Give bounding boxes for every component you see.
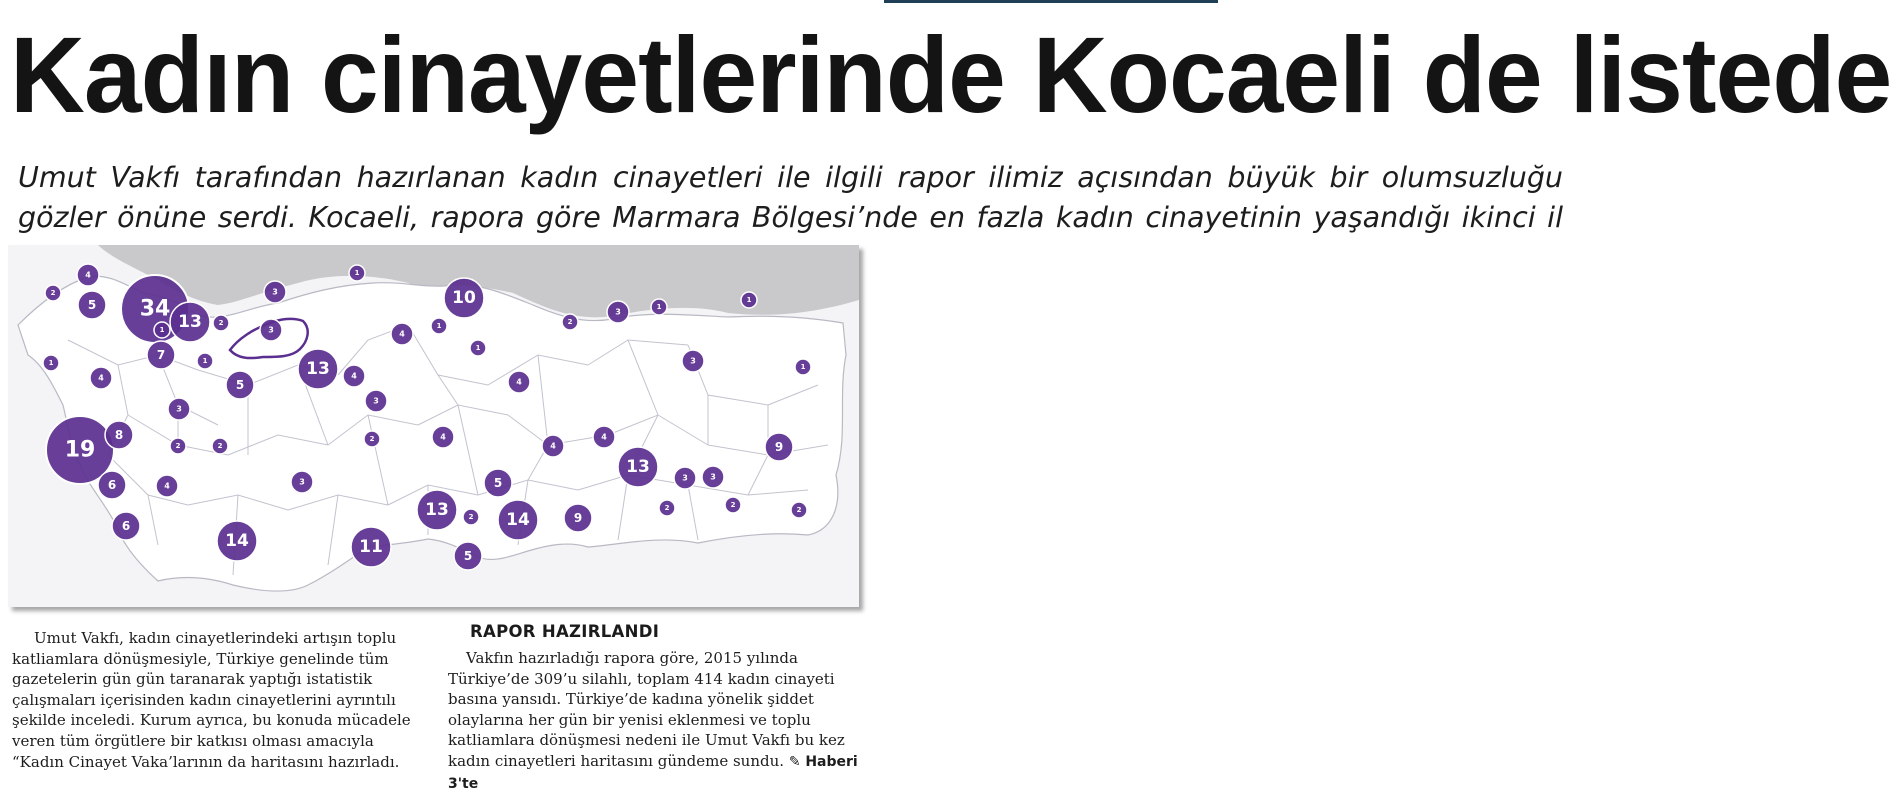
turkey-femicide-map [8, 245, 859, 607]
case-count-label: 5 [235, 378, 245, 392]
case-count-label: 3 [682, 473, 688, 483]
case-count-label: 13 [306, 359, 330, 379]
case-count-label: 3 [299, 477, 305, 487]
case-count-label: 10 [452, 288, 476, 308]
case-count-label: 3 [176, 404, 182, 414]
case-count-label: 13 [178, 312, 202, 332]
body-column-2 [448, 648, 863, 794]
case-count-label: 2 [796, 506, 802, 514]
continuation-link[interactable]: Haberi 3'te [448, 753, 858, 792]
case-count-label: 1 [746, 296, 752, 304]
case-count-label: 6 [107, 478, 117, 492]
case-count-label: 2 [567, 318, 573, 326]
body-column-2-text: Vakfın hazırladığı rapora göre, 2015 yılında Türkiye’de 309’u silahlı, toplam 414 kadın cinayeti basına yansıdı. Türkiye’de kadına yönelik şiddet olaylarına her gün bir yenisi eklenmesi ve toplu katliamlara dönüşmesi nedeni ile Umut Vakfı bu kez kadın cinayetleri haritasını gündeme sundu. [448, 649, 845, 770]
case-count-label: 2 [468, 513, 474, 521]
case-count-label: 4 [516, 377, 522, 387]
case-count-label: 19 [64, 437, 96, 463]
case-count-label: 3 [272, 287, 278, 297]
case-count-label: 2 [664, 504, 670, 512]
case-count-label: 5 [493, 476, 503, 490]
case-count-label: 2 [217, 442, 223, 450]
case-count-label: 1 [159, 326, 165, 334]
case-count-label: 1 [202, 357, 208, 365]
case-count-label: 4 [550, 441, 556, 451]
case-count-label: 4 [440, 432, 446, 442]
case-count-label: 14 [225, 531, 249, 551]
case-count-label: 4 [351, 371, 357, 381]
case-count-label: 3 [268, 325, 274, 335]
case-count-label: 6 [121, 519, 131, 533]
case-count-label: 5 [87, 298, 97, 312]
case-count-label: 2 [175, 442, 181, 450]
case-count-label: 1 [656, 303, 662, 311]
case-count-label: 5 [463, 549, 473, 563]
case-count-label: 13 [626, 457, 650, 477]
case-count-label: 3 [373, 396, 379, 406]
case-count-label: 9 [573, 511, 583, 525]
subheading: RAPOR HAZIRLANDI [470, 622, 660, 641]
case-count-label: 1 [800, 363, 806, 371]
case-count-label: 11 [359, 537, 383, 557]
case-count-label: 3 [690, 356, 696, 366]
case-count-label: 1 [436, 322, 442, 330]
case-count-label: 8 [114, 428, 124, 442]
body-column-1: Umut Vakfı, kadın cinayetlerindeki artışın toplu katliamlara dönüşmesiyle, Türkiye genelinde tüm gazetelerin gün gün taranarak yaptığı istatistik çalışmaları içerisinden kadın cinayetlerini ayrıntılı şekilde inceledi. Kurum ayrıca, bu konuda mücadele veren tüm örgütlere bir katkısı olması amacıyla “Kadın Cinayet Vaka’larının da haritasını hazırladı. [12, 629, 411, 771]
case-count-label: 3 [710, 472, 716, 482]
case-count-label: 1 [48, 359, 54, 367]
lede: Umut Vakfı tarafından hazırlanan kadın cinayetleri ile ilgili rapor ilimiz açısından büyük bir olumsuzluğu gözler önüne serdi. Kocaeli, rapora göre Marmara Bölgesi’nde en fazla kadın cinayetinin yaşandığı ikinci il [18, 161, 1563, 234]
case-count-label: 4 [601, 432, 607, 442]
case-count-label: 2 [50, 289, 56, 297]
case-count-label: 2 [730, 501, 736, 509]
headline: Kadın cinayetlerinde Kocaeli de listede [10, 14, 1891, 135]
case-count-label: 34 [139, 296, 171, 322]
case-count-label: 2 [218, 319, 224, 327]
map-graphic [8, 245, 859, 607]
pencil-icon: ✎ [788, 753, 801, 770]
case-count-label: 14 [506, 510, 530, 530]
case-count-label: 4 [399, 329, 405, 339]
case-count-label: 13 [425, 500, 449, 520]
case-count-label: 4 [164, 481, 170, 491]
case-count-label: 7 [156, 348, 166, 362]
case-count-label: 2 [369, 435, 375, 443]
case-count-label: 1 [354, 269, 360, 277]
case-count-label: 9 [774, 440, 784, 454]
case-count-label: 4 [85, 270, 91, 280]
case-count-label: 1 [475, 344, 481, 352]
case-count-label: 3 [615, 307, 621, 317]
case-count-label: 4 [98, 373, 104, 383]
